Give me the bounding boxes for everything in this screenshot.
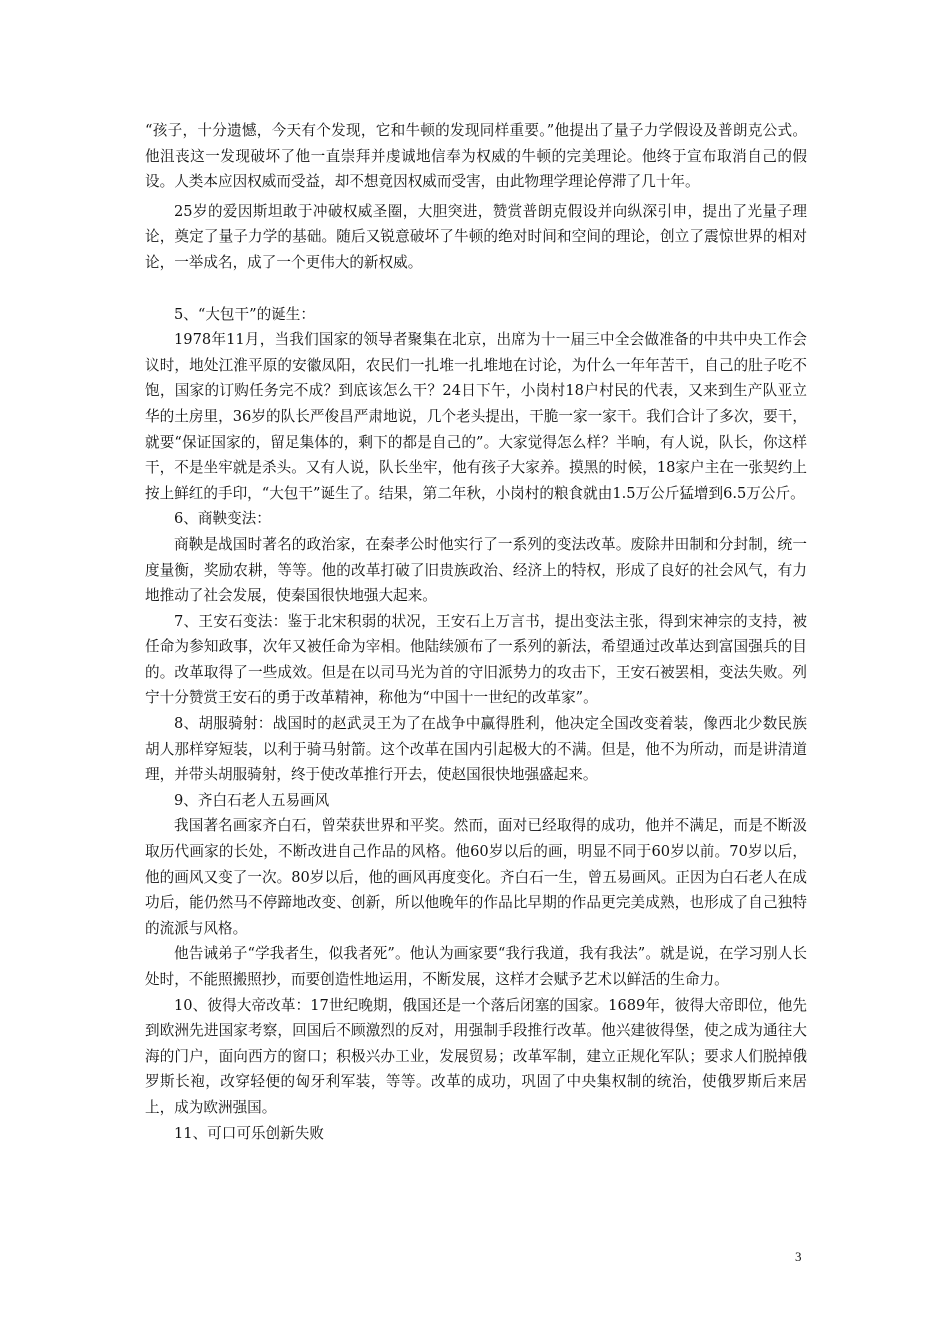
paragraph-hufu-qishe: 8、胡服骑射：战国时的赵武灵王为了在战争中赢得胜利，他决定全国改变着装，像西北少数民族胡人那样穿短装，以利于骑马射箭。这个改革在国内引起极大的不满。但是，他不为所动，而是讲清道理，并带头胡服骑射，终于使改革推行开去，使赵国很快地强盛起来。 <box>145 715 807 784</box>
section-heading-11: 11、可口可乐创新失败 <box>174 1124 324 1142</box>
paragraph-shangyang: 商鞅是战国时著名的政治家，在秦孝公时他实行了一系列的变法改革。废除井田制和分封制，统一度量衡，奖励农耕，等等。他的改革打破了旧贵族政治、经济上的特权，形成了良好的社会风气，有力地推动了社会发展，使秦国很快地强大起来。 <box>145 535 807 605</box>
paragraph-qibaishi: 我国著名画家齐白石，曾荣获世界和平奖。然而，面对已经取得的成功，他并不满足，而是不断汲取历代画家的长处，不断改进自己作品的风格。他60岁以后的画，明显不同于60岁以前。70岁以后，他的画风又变了一次。80岁以后，他的画风再度变化。齐白石一生，曾五易画风。正因为白石老人在成功后，能仍然马不停蹄地改变、创新，所以他晚年的作品比早期的作品更完美成熟，也形成了自己独特的流派与风格。 <box>145 817 807 937</box>
paragraph-wanganshi: 7、王安石变法：鉴于北宋积弱的状况，王安石上万言书，提出变法主张，得到宋神宗的支持，被任命为参知政事，次年又被任命为宰相。他陆续颁布了一系列的新法，希望通过改革达到富国强兵的目的。改革取得了一些成效。但是在以司马光为首的守旧派势力的攻击下，王安石被罢相，变法失败。列宁十分赞赏王安石的勇于改革精神，称他为“中国十一世纪的改革家”。 <box>145 612 807 707</box>
page-number: 3 <box>795 1249 802 1264</box>
paragraph-qibaishi-advice: 他告诫弟子“学我者生，似我者死”。他认为画家要“我行我道，我有我法”。就是说，在学习别人长处时，不能照搬照抄，而要创造性地运用，不断发展，这样才会赋予艺术以鲜活的生命力。 <box>145 945 807 988</box>
section-heading-9: 9、齐白石老人五易画风 <box>174 791 330 809</box>
paragraph-planck: “孩子，十分遗憾，今天有个发现，它和牛顿的发现同样重要。”他提出了量子力学假设及普朗克公式。他沮丧这一发现破坏了他一直崇拜并虔诚地信奉为权威的牛顿的完美理论。他终于宣布取消自己的假设。人类本应因权威而受益，却不想竟因权威而受害，由此物理学理论停滞了几十年。 <box>145 122 807 191</box>
document-body <box>145 118 807 1146</box>
paragraph-peter-the-great: 10、彼得大帝改革：17世纪晚期，俄国还是一个落后闭塞的国家。1689年，彼得大帝即位，他先到欧洲先进国家考察，回国后不顾激烈的反对，用强制手段推行改革。他兴建彼得堡，使之成为通往大海的门户，面向西方的窗口；积极兴办工业，发展贸易；改革军制，建立正规化军队；要求人们脱掉俄罗斯长袍，改穿轻便的匈牙利军装，等等。改革的成功，巩固了中央集权制的统治，使俄罗斯后来居上，成为欧洲强国。 <box>145 996 807 1116</box>
section-heading-6: 6、商鞅变法： <box>174 510 271 528</box>
section-heading-5: 5、“大包干”的诞生： <box>174 305 315 323</box>
paragraph-xiaogang: 1978年11月，当我们国家的领导者聚集在北京，出席为十一届三中全会做准备的中共中央工作会议时，地处江淮平原的安徽凤阳，农民们一扎堆一扎堆地在讨论，为什么一年年苦干，自己的肚子吃不饱，国家的订购任务完不成？到底该怎么干？24日下午，小岗村18户村民的代表，又来到生产队亚立华的土房里，36岁的队长严俊昌严肃地说，几个老头提出，干脆一家一家干。我们合计了多次，要干，就要“保证国家的，留足集体的，剩下的都是自己的”。大家觉得怎么样？半晌，有人说，队长，你这样干，不是坐牢就是杀头。又有人说，队长坐牢，他有孩子大家养。摸黑的时候，18家户主在一张契约上按上鲜红的手印，“大包干”诞生了。结果，第二年秋，小岗村的粮食就由1.5万公斤猛增到6.5万公斤。 <box>145 331 807 502</box>
paragraph-einstein: 25岁的爱因斯坦敢于冲破权威圣圈，大胆突进，赞赏普朗克假设并向纵深引申，提出了光量子理论，奠定了量子力学的基础。随后又锐意破坏了牛顿的绝对时间和空间的理论，创立了震惊世界的相对论，一举成名，成了一个更伟大的新权威。 <box>145 202 807 271</box>
